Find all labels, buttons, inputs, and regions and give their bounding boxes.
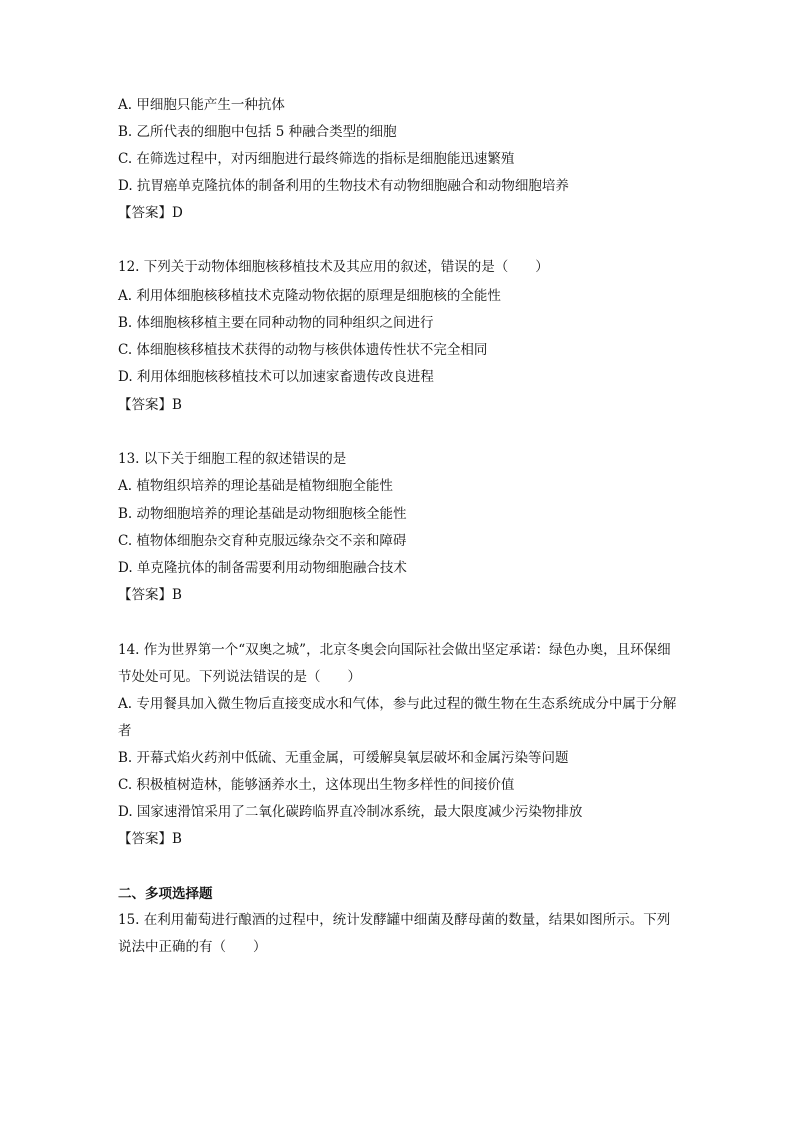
q14-option-a: A. 专用餐具加入微生物后直接变成水和气体，参与此过程的微生物在生态系统成分中属于分解者	[118, 696, 677, 739]
section-heading: 二、多项选择题	[118, 886, 213, 902]
q11-answer: 【答案】D	[118, 205, 183, 221]
q15-stem: 15. 在利用葡萄进行酿酒的过程中，统计发酵罐中细菌及酵母菌的数量，结果如图所示。下列说法中正确的有（ ）	[118, 912, 671, 955]
q12-option-c: C. 体细胞核移植技术获得的动物与核供体遗传性状不完全相同	[118, 342, 488, 358]
q12-answer: 【答案】B	[118, 397, 182, 413]
q14-option-b: B. 开幕式焰火药剂中低硫、无重金属，可缓解臭氧层破坏和金属污染等问题	[118, 750, 569, 766]
q13-option-a: A. 植物组织培养的理论基础是植物细胞全能性	[118, 478, 393, 494]
q11-option-d: D. 抗胃癌单克隆抗体的制备利用的生物技术有动物细胞融合和动物细胞培养	[118, 178, 569, 194]
q14-stem: 14. 作为世界第一个“双奥之城”，北京冬奥会向国际社会做出坚定承诺：绿色办奥，且环保细节处处可见。下列说法错误的是（ ）	[118, 642, 671, 685]
q11-option-c: C. 在筛选过程中，对丙细胞进行最终筛选的指标是细胞能迅速繁殖	[118, 151, 515, 167]
q12-option-b: B. 体细胞核移植主要在同种动物的同种组织之间进行	[118, 315, 434, 331]
q13-stem: 13. 以下关于细胞工程的叙述错误的是	[118, 451, 347, 467]
q12-option-a: A. 利用体细胞核移植技术克隆动物依据的原理是细胞核的全能性	[118, 288, 501, 304]
q12-stem: 12. 下列关于动物体细胞核移植技术及其应用的叙述，错误的是（ ）	[118, 259, 549, 275]
q12-option-d: D. 利用体细胞核移植技术可以加速家畜遗传改良进程	[118, 369, 434, 385]
q14-answer: 【答案】B	[118, 831, 182, 847]
q14-option-c: C. 积极植树造林，能够涵养水土，这体现出生物多样性的间接价值	[118, 777, 515, 793]
q13-option-c: C. 植物体细胞杂交育种克服远缘杂交不亲和障碍	[118, 533, 407, 549]
q11-option-b: B. 乙所代表的细胞中包括 5 种融合类型的细胞	[118, 124, 397, 140]
q11-option-a: A. 甲细胞只能产生一种抗体	[118, 97, 285, 113]
q13-option-b: B. 动物细胞培养的理论基础是动物细胞核全能性	[118, 506, 407, 522]
q13-option-d: D. 单克隆抗体的制备需要利用动物细胞融合技术	[118, 560, 407, 576]
q13-answer: 【答案】B	[118, 587, 182, 603]
q14-option-d: D. 国家速滑馆采用了二氧化碳跨临界直冷制冰系统，最大限度减少污染物排放	[118, 804, 583, 820]
